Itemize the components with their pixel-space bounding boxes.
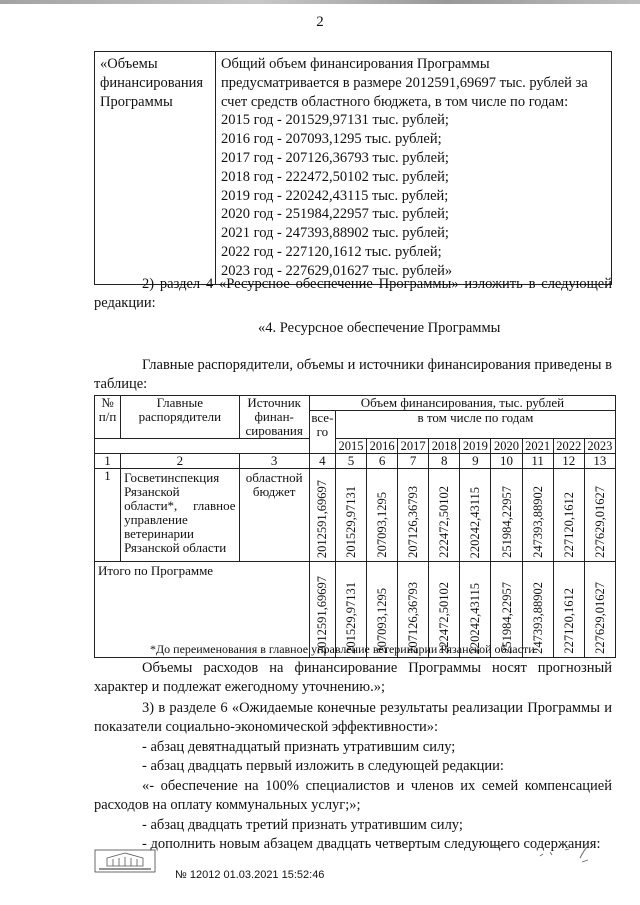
item-paragraph-21: - абзац двадцать первый изложить в следующей редакции: <box>142 758 504 774</box>
row-value: 201529,97131 <box>343 486 358 558</box>
year-header: 2023 <box>584 439 615 454</box>
funding-line: 2015 год - 201529,97131 тыс. рублей; <box>221 112 449 129</box>
funding-volume-table <box>94 51 612 285</box>
col-number: 13 <box>584 454 615 469</box>
header-total: все-го <box>309 411 335 454</box>
funding-details <box>216 52 612 285</box>
col-number: 8 <box>429 454 460 469</box>
row-value-cell <box>309 469 335 562</box>
row-value-cell <box>522 469 553 562</box>
year-header: 2020 <box>491 439 522 454</box>
year-header: 2015 <box>335 439 366 454</box>
row-value-cell <box>584 469 615 562</box>
item-paragraph-19: - абзац девятнадцатый признать утратившим силу; <box>142 739 456 755</box>
col-number: 4 <box>309 454 335 469</box>
row-value: 227629,01627 <box>592 486 607 558</box>
quote-compensation: «- обеспечение на 100% специалистов и членов их семей компенсацией расходов на оплату коммунальных услуг;»; <box>94 778 612 813</box>
total-value-cell <box>584 562 615 658</box>
funding-line: 2021 год - 247393,88902 тыс. рублей; <box>221 225 449 242</box>
header-source: Источник финан-сирования <box>239 396 309 439</box>
row-value: 222472,50102 <box>437 486 452 558</box>
table-row <box>95 469 616 562</box>
row-value-cell <box>398 469 429 562</box>
row-value-cell <box>335 469 366 562</box>
registration-number: № 12012 01.03.2021 15:52:46 <box>175 869 325 881</box>
year-header: 2016 <box>367 439 398 454</box>
row-value: 207093,1295 <box>375 492 390 558</box>
col-number: 6 <box>367 454 398 469</box>
col-number: 7 <box>398 454 429 469</box>
total-value: 2012591,69697 <box>315 575 330 654</box>
funding-line: 2016 год - 207093,1295 тыс. рублей; <box>221 131 442 148</box>
row-value-cell <box>553 469 584 562</box>
resource-table <box>94 395 616 658</box>
section-title: «4. Ресурсное обеспечение Программы <box>258 320 501 336</box>
row-value: 251984,22957 <box>499 486 514 558</box>
funding-line: 2023 год - 227629,01627 тыс. рублей» <box>221 262 453 279</box>
page-number: 2 <box>316 14 324 30</box>
government-stamp-icon <box>93 848 157 874</box>
row-value-cell <box>367 469 398 562</box>
row-num: 1 <box>95 469 121 562</box>
row-value: 207126,36793 <box>406 486 421 558</box>
row-value-cell <box>429 469 460 562</box>
col-number: 12 <box>553 454 584 469</box>
total-value: 227120,1612 <box>561 588 576 654</box>
row-main-manager: Госветинспекция Рязанской области*, главное управление ветеринарии Рязанской области <box>121 469 239 562</box>
total-value: 222472,50102 <box>437 582 452 654</box>
total-value: 207126,36793 <box>406 582 421 654</box>
funding-line: 2017 год - 207126,36793 тыс. рублей; <box>221 149 449 166</box>
header-main-managers: Главные распорядители <box>121 396 239 439</box>
footnote: *До переименования в главное управление ветеринарии Рязанской области. <box>150 642 538 656</box>
total-value: 220242,43115 <box>468 582 483 654</box>
header-num: № п/п <box>95 396 121 439</box>
item-paragraph-24: - дополнить новым абзацем двадцать четвертым следующего содержания: <box>142 836 601 852</box>
row-value: 2012591,69697 <box>315 479 330 558</box>
header-spacer <box>95 439 310 454</box>
header-volume: Объем финансирования, тыс. рублей <box>309 396 615 411</box>
paragraph-section4: 2) раздел 4 «Ресурсное обеспечение Программы» изложить в следующей редакции: <box>94 276 612 311</box>
row-value: 220242,43115 <box>468 486 483 558</box>
total-value: 201529,97131 <box>343 582 358 654</box>
year-header: 2022 <box>553 439 584 454</box>
col-number: 9 <box>460 454 491 469</box>
paragraph-intro: Главные распорядители, объемы и источники финансирования приведены в таблице: <box>94 357 612 392</box>
item-paragraph-23: - абзац двадцать третий признать утратившим силу; <box>142 817 463 833</box>
row-value: 247393,88902 <box>530 486 545 558</box>
total-value-cell <box>553 562 584 658</box>
funding-line: 2019 год - 220242,43115 тыс. рублей; <box>221 187 449 204</box>
year-header: 2018 <box>429 439 460 454</box>
total-value: 251984,22957 <box>499 582 514 654</box>
col-number: 5 <box>335 454 366 469</box>
total-value: 227629,01627 <box>592 582 607 654</box>
paragraph-section6: 3) в разделе 6 «Ожидаемые конечные результаты реализации Программы и показатели социально-экономической эффективности»: <box>94 700 612 735</box>
funding-line: 2018 год - 222472,50102 тыс. рублей; <box>221 168 449 185</box>
col-number: 2 <box>121 454 239 469</box>
total-value: 207093,1295 <box>375 588 390 654</box>
year-header: 2021 <box>522 439 553 454</box>
total-value: 247393,88902 <box>530 582 545 654</box>
funding-line: 2020 год - 251984,22957 тыс. рублей; <box>221 206 449 223</box>
handwritten-marks-icon <box>470 840 600 870</box>
funding-line: Общий объем финансирования Программы предусматривается в размере 2012591,69697 тыс. рублей за счет средств областного бюджета, в том числе по годам: <box>221 56 588 110</box>
year-header: 2019 <box>460 439 491 454</box>
row-source: областной бюджет <box>239 469 309 562</box>
col-number: 3 <box>239 454 309 469</box>
col-number: 1 <box>95 454 121 469</box>
header-by-year: в том числе по годам <box>335 411 615 439</box>
paragraph-forecast: Объемы расходов на финансирование Программы носят прогнозный характер и подлежат ежегодному уточнению.»; <box>94 660 612 695</box>
row-value-cell <box>491 469 522 562</box>
funding-line: 2022 год - 227120,1612 тыс. рублей; <box>221 243 442 260</box>
funding-label: «Объемы финансирования Программы <box>95 52 216 285</box>
total-label: Итого по Программе <box>95 562 310 658</box>
row-value: 227120,1612 <box>561 492 576 558</box>
col-number: 10 <box>491 454 522 469</box>
year-header: 2017 <box>398 439 429 454</box>
row-value-cell <box>460 469 491 562</box>
col-number: 11 <box>522 454 553 469</box>
scan-top-edge <box>0 0 640 4</box>
